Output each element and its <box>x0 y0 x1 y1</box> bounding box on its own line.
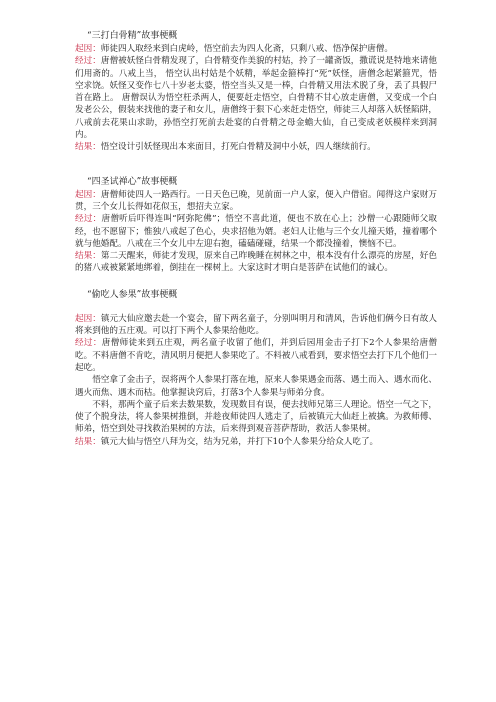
paragraph-text: 不料，那两个童子后来去数果数，发现数目有误，便去找师兄第三人理论。悟空一气之下，使了个脱身法，将人参果树推倒，并趁夜师徒四人逃走了，后被镇元大仙赶上被擒。为救师傅、师弟，悟空到处寻找救治果树的方法，后来得到观音菩萨帮助，救活人参果树。 <box>75 399 437 435</box>
paragraph-text: 镇元大仙应邀去赴一个宴会，留下两名童子，分别叫明月和清风，告诉他们俩今日有故人将来到他的五庄观。可以打下两个人参果给他吃。 <box>75 313 437 337</box>
story-section-three-beatings <box>75 30 437 154</box>
process-label: 经过： <box>75 56 101 67</box>
paragraph-continuation <box>75 374 437 399</box>
paragraph-text: 唐僧师徒四人一路西行。一日天色已晚，见前面一户人家，便入户借宿。闻得这户家财万贯，三个女儿长得如花似玉，想招夫立家。 <box>75 189 437 212</box>
process-label: 经过： <box>75 338 102 349</box>
section-title: “偷吃人参果”故事梗概 <box>87 289 178 300</box>
paragraph-result <box>75 436 437 448</box>
section-spacer <box>75 154 437 176</box>
paragraph-cause <box>75 313 437 338</box>
paragraph-text: 唐僧被妖怪白骨精发现了，白骨精变作美貌的村姑，拎了一罐斋饭，撒谎说是特地来请他们用斋的。八戒上当， 悟空认出村姑是个妖精，举起金箍棒打“死”妖怪，唐僧念起紧箍咒，悟空求饶。妖怪又变作七八十岁老太婆，悟空当头又是一棒，白骨精又用法术脱了身，丢了具假尸首在路上。 唐僧误认为悟空枉杀两人，便要赶走悟空，白骨精不甘心放走唐僧，又变成一个白发老公公，假装来找他的妻子和女儿，唐僧终于狠下心来赶走悟空，师徒三人却落入妖怪陷阱，八戒前去花果山求助，孙悟空打死前去赴宴的白骨精之母金蟾大仙，自己变成老妖模样来到洞内。 <box>75 56 437 141</box>
paragraph-continuation <box>75 399 437 436</box>
section-spacer <box>75 275 437 289</box>
paragraph-text: 悟空拿了金击子，误将两个人参果打落在地，原来人参果遇金而落、遇土而入、遇水而化、遇火而焦、遇木而枯。他掌握诀窍后，打落3个人参果与师弟分食。 <box>75 375 437 398</box>
paragraph-process <box>75 337 437 374</box>
paragraph-text: 悟空设计引妖怪现出本来面目，打死白骨精及洞中小妖，四人继续前行。 <box>100 142 376 153</box>
paragraph-result <box>75 141 437 153</box>
story-section-four-saints <box>75 176 437 275</box>
section-title: “三打白骨精”故事梗概 <box>87 31 178 41</box>
story-section-ginseng-fruit <box>75 289 437 448</box>
paragraph-process <box>75 55 437 141</box>
paragraph-text: 师徒四人取经来到白虎岭，悟空前去为四人化斋，只剩八戒、悟净保护唐僧。 <box>100 44 393 54</box>
paragraph-cause <box>75 43 437 55</box>
title-spacer <box>75 302 437 313</box>
process-label: 经过： <box>75 214 102 225</box>
document-body <box>75 30 437 448</box>
paragraph-text: 镇元大仙与悟空八拜为交，结为兄弟，并打下10个人参果分给众人吃了。 <box>100 436 379 447</box>
paragraph-process <box>75 213 437 250</box>
result-label: 结果： <box>75 142 101 153</box>
paragraph-cause <box>75 189 437 214</box>
paragraph-text: 唐僧师徒来到五庄观，两名童子收留了他们，并到后园用金击子打下2个人参果给唐僧吃。不料唐僧不肯吃，清风明月便把人参果吃了。不料被八戒看到，要求悟空去打下几个他们一起吃。 <box>75 338 437 373</box>
paragraph-result <box>75 250 437 275</box>
cause-label: 起因： <box>75 189 101 200</box>
section-title: “四圣试禅心”故事梗概 <box>87 176 178 187</box>
result-label: 结果： <box>75 251 101 262</box>
paragraph-text: 第二天醒来，师徒才发现，原来自己昨晚睡在树林之中，根本没有什么漂亮的房屋，好色的猪八戒被紧紧地绑着，倒挂在一棵树上。大家这时才明白是菩萨在试他们的诚心。 <box>75 251 437 274</box>
cause-label: 起因： <box>75 313 101 324</box>
paragraph-text: 唐僧听后吓得连叫“阿弥陀佛”；悟空不喜此道，便也不放在心上；沙僧一心跟随师父取经，也不愿留下；惟独八戒起了色心，央求招他为婿。老妇人让他与三个女儿撞天婚，撞着哪个就与他婚配。八戒在三个女儿中左迎右抱，磕磕碰碰，结果一个都没撞着，懊恼不已。 <box>75 214 437 249</box>
result-label: 结果： <box>75 436 101 447</box>
cause-label: 起因： <box>75 44 101 54</box>
